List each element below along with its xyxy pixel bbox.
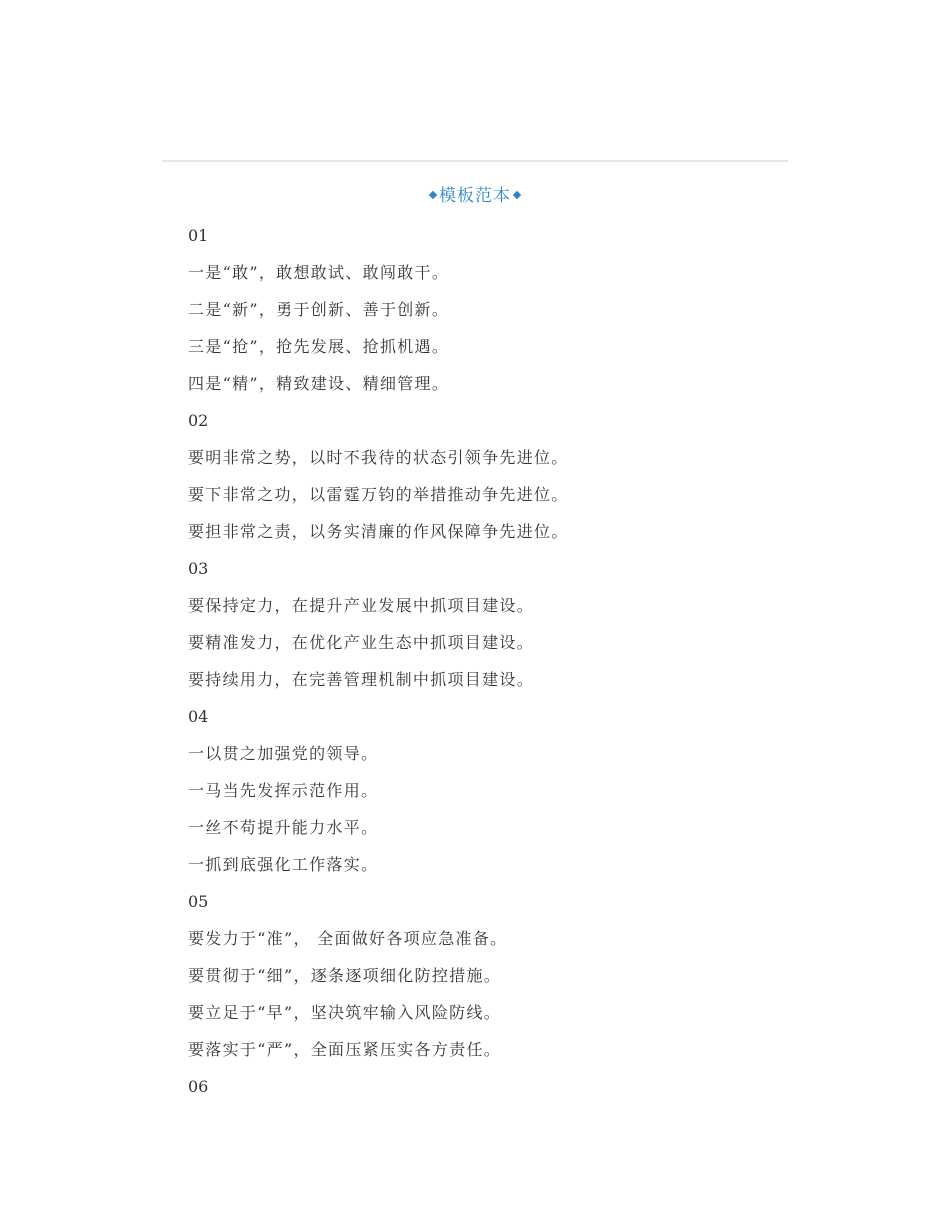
text-line: 要发力于“准”， 全面做好各项应急准备。 <box>188 929 508 948</box>
section-number: 06 <box>188 1077 209 1096</box>
text-line: 四是“精”，精致建设、精细管理。 <box>188 374 450 393</box>
text-line: 要持续用力，在完善管理机制中抓项目建设。 <box>188 670 535 689</box>
section-number: 02 <box>188 411 209 430</box>
top-divider <box>162 160 788 162</box>
text-line: 要贯彻于“细”，逐条逐项细化防控措施。 <box>188 966 502 985</box>
document-title-row <box>0 184 950 208</box>
text-line: 要下非常之功，以雷霆万钧的举措推动争先进位。 <box>188 485 569 504</box>
text-line: 三是“抢”，抢先发展、抢抓机遇。 <box>188 337 450 356</box>
text-line: 一以贯之加强党的领导。 <box>188 744 379 763</box>
document-body <box>188 223 788 1111</box>
text-line: 一是“敢”，敢想敢试、敢闯敢干。 <box>188 263 450 282</box>
section-number: 01 <box>188 226 209 245</box>
text-line: 要保持定力，在提升产业发展中抓项目建设。 <box>188 596 535 615</box>
text-line: 要立足于“早”，坚决筑牢输入风险防线。 <box>188 1003 502 1022</box>
text-line: 二是“新”，勇于创新、善于创新。 <box>188 300 450 319</box>
diamond-right-icon <box>513 191 521 199</box>
text-line: 要精准发力，在优化产业生态中抓项目建设。 <box>188 633 535 652</box>
section-number: 05 <box>188 892 209 911</box>
text-line: 要落实于“严”，全面压紧压实各方责任。 <box>188 1040 502 1059</box>
text-line: 要明非常之势，以时不我待的状态引领争先进位。 <box>188 448 569 467</box>
section-number: 03 <box>188 559 209 578</box>
text-line: 一抓到底强化工作落实。 <box>188 855 379 874</box>
text-line: 一丝不苟提升能力水平。 <box>188 818 379 837</box>
document-title: 模板范本 <box>439 186 511 206</box>
diamond-left-icon <box>429 191 437 199</box>
text-line: 一马当先发挥示范作用。 <box>188 781 379 800</box>
section-number: 04 <box>188 707 209 726</box>
text-line: 要担非常之责，以务实清廉的作风保障争先进位。 <box>188 522 569 541</box>
